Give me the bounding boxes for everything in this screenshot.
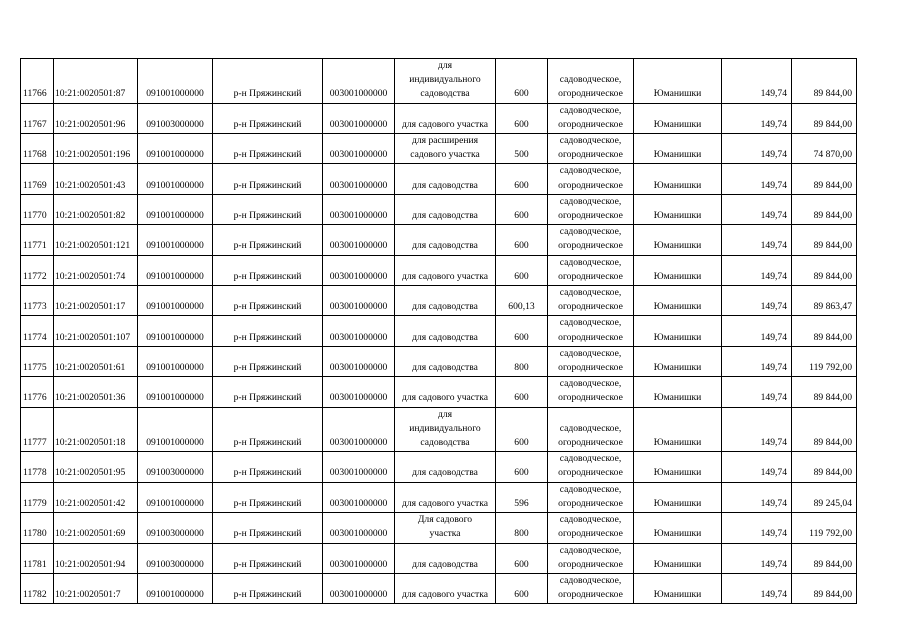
settlement-cell: Юманишки bbox=[634, 452, 722, 482]
cadastral-value-cell: 89 844,00 bbox=[792, 407, 857, 452]
row-number-cell: 11771 bbox=[21, 225, 54, 255]
district-cell: р-н Пряжинский bbox=[213, 346, 323, 376]
purpose-line: для садоводства bbox=[412, 301, 478, 313]
settlement-cell: Юманишки bbox=[634, 255, 722, 285]
district-cell: р-н Пряжинский bbox=[213, 59, 323, 104]
district-cell: р-н Пряжинский bbox=[213, 452, 323, 482]
land-category-line: садоводческое, bbox=[559, 165, 622, 177]
land-category-line: огородническое bbox=[558, 437, 623, 449]
settlement-cell: Юманишки bbox=[634, 103, 722, 133]
land-category-line: огородническое bbox=[558, 88, 623, 100]
purpose-line: участка bbox=[429, 528, 461, 540]
rate-cell: 149,74 bbox=[722, 194, 792, 224]
okato-code-cell: 091001000000 bbox=[138, 134, 213, 164]
land-category-line: огородническое bbox=[558, 589, 623, 601]
code-cell: 003001000000 bbox=[323, 377, 395, 407]
okato-code-cell: 091001000000 bbox=[138, 346, 213, 376]
row-number-cell: 11769 bbox=[21, 164, 54, 194]
rate-cell: 149,74 bbox=[722, 59, 792, 104]
okato-code-cell: 091001000000 bbox=[138, 194, 213, 224]
cadastral-value-cell: 89 844,00 bbox=[792, 316, 857, 346]
land-category-line: садоводческое, bbox=[559, 544, 622, 556]
table-row bbox=[21, 164, 857, 194]
land-category-line: огородническое bbox=[558, 179, 623, 191]
purpose-line: для садоводства bbox=[412, 362, 478, 374]
cadastral-value-cell: 119 792,00 bbox=[792, 346, 857, 376]
purpose-cell bbox=[395, 346, 496, 376]
land-category-line: огородническое bbox=[558, 118, 623, 130]
table-row bbox=[21, 573, 857, 603]
district-cell: р-н Пряжинский bbox=[213, 316, 323, 346]
settlement-cell: Юманишки bbox=[634, 482, 722, 512]
land-category-cell bbox=[548, 573, 634, 603]
area-cell: 600 bbox=[496, 316, 548, 346]
code-cell: 003001000000 bbox=[323, 543, 395, 573]
land-category-cell bbox=[548, 164, 634, 194]
district-cell: р-н Пряжинский bbox=[213, 407, 323, 452]
table-row bbox=[21, 346, 857, 376]
rate-cell: 149,74 bbox=[722, 134, 792, 164]
district-cell: р-н Пряжинский bbox=[213, 134, 323, 164]
area-cell: 800 bbox=[496, 513, 548, 543]
table-row bbox=[21, 513, 857, 543]
table-row bbox=[21, 59, 857, 104]
cadastral-value-cell: 89 844,00 bbox=[792, 377, 857, 407]
cadastral-number-cell: 10:21:0020501:7 bbox=[54, 573, 138, 603]
purpose-line: для садового участка bbox=[401, 589, 489, 601]
land-category-cell bbox=[548, 346, 634, 376]
purpose-line: для bbox=[437, 408, 453, 420]
okato-code-cell: 091001000000 bbox=[138, 255, 213, 285]
table-row bbox=[21, 482, 857, 512]
cadastral-number-cell: 10:21:0020501:96 bbox=[54, 103, 138, 133]
land-category-line: огородническое bbox=[558, 210, 623, 222]
land-category-line: садоводческое, bbox=[559, 287, 622, 299]
row-number-cell: 11772 bbox=[21, 255, 54, 285]
table-row bbox=[21, 286, 857, 316]
land-category-cell bbox=[548, 134, 634, 164]
district-cell: р-н Пряжинский bbox=[213, 225, 323, 255]
rate-cell: 149,74 bbox=[722, 164, 792, 194]
purpose-cell bbox=[395, 164, 496, 194]
rate-cell: 149,74 bbox=[722, 513, 792, 543]
land-category-cell bbox=[548, 225, 634, 255]
row-number-cell: 11780 bbox=[21, 513, 54, 543]
land-category-line: садоводческое, bbox=[559, 574, 622, 586]
okato-code-cell: 091001000000 bbox=[138, 316, 213, 346]
cadastral-number-cell: 10:21:0020501:18 bbox=[54, 407, 138, 452]
purpose-line: для расширения bbox=[411, 135, 479, 147]
purpose-cell bbox=[395, 103, 496, 133]
land-category-cell bbox=[548, 543, 634, 573]
land-category-line: садоводческое, bbox=[559, 422, 622, 434]
settlement-cell: Юманишки bbox=[634, 164, 722, 194]
land-category-line: садоводческое, bbox=[559, 104, 622, 116]
cadastral-number-cell: 10:21:0020501:61 bbox=[54, 346, 138, 376]
code-cell: 003001000000 bbox=[323, 134, 395, 164]
district-cell: р-н Пряжинский bbox=[213, 377, 323, 407]
district-cell: р-н Пряжинский bbox=[213, 543, 323, 573]
okato-code-cell: 091003000000 bbox=[138, 103, 213, 133]
code-cell: 003001000000 bbox=[323, 59, 395, 104]
land-category-cell bbox=[548, 255, 634, 285]
purpose-cell bbox=[395, 255, 496, 285]
rate-cell: 149,74 bbox=[722, 543, 792, 573]
purpose-cell bbox=[395, 513, 496, 543]
purpose-cell bbox=[395, 286, 496, 316]
row-number-cell: 11782 bbox=[21, 573, 54, 603]
area-cell: 600 bbox=[496, 255, 548, 285]
table-row bbox=[21, 452, 857, 482]
land-category-line: огородническое bbox=[558, 392, 623, 404]
area-cell: 600 bbox=[496, 225, 548, 255]
cadastral-value-cell: 89 844,00 bbox=[792, 164, 857, 194]
purpose-cell bbox=[395, 194, 496, 224]
cadastral-number-cell: 10:21:0020501:121 bbox=[54, 225, 138, 255]
area-cell: 596 bbox=[496, 482, 548, 512]
okato-code-cell: 091003000000 bbox=[138, 543, 213, 573]
land-category-line: огородническое bbox=[558, 528, 623, 540]
land-category-line: огородническое bbox=[558, 240, 623, 252]
purpose-line: для садоводства bbox=[412, 240, 478, 252]
land-category-line: огородническое bbox=[558, 467, 623, 479]
code-cell: 003001000000 bbox=[323, 164, 395, 194]
purpose-line: для садоводства bbox=[412, 467, 478, 479]
cadastral-number-cell: 10:21:0020501:17 bbox=[54, 286, 138, 316]
area-cell: 600 bbox=[496, 194, 548, 224]
land-category-line: огородническое bbox=[558, 362, 623, 374]
area-cell: 600 bbox=[496, 573, 548, 603]
purpose-line: для садового участка bbox=[401, 270, 489, 282]
okato-code-cell: 091001000000 bbox=[138, 407, 213, 452]
purpose-cell bbox=[395, 543, 496, 573]
rate-cell: 149,74 bbox=[722, 316, 792, 346]
purpose-line: индивидуального bbox=[409, 422, 481, 434]
table-row bbox=[21, 225, 857, 255]
row-number-cell: 11770 bbox=[21, 194, 54, 224]
land-category-line: огородническое bbox=[558, 558, 623, 570]
district-cell: р-н Пряжинский bbox=[213, 255, 323, 285]
row-number-cell: 11775 bbox=[21, 346, 54, 376]
okato-code-cell: 091001000000 bbox=[138, 164, 213, 194]
code-cell: 003001000000 bbox=[323, 103, 395, 133]
cadastral-value-cell: 89 844,00 bbox=[792, 103, 857, 133]
purpose-cell bbox=[395, 316, 496, 346]
land-category-line: садоводческое, bbox=[559, 483, 622, 495]
area-cell: 600 bbox=[496, 59, 548, 104]
district-cell: р-н Пряжинский bbox=[213, 482, 323, 512]
land-category-cell bbox=[548, 316, 634, 346]
cadastral-number-cell: 10:21:0020501:82 bbox=[54, 194, 138, 224]
code-cell: 003001000000 bbox=[323, 194, 395, 224]
rate-cell: 149,74 bbox=[722, 573, 792, 603]
land-category-line: садоводческое, bbox=[559, 317, 622, 329]
code-cell: 003001000000 bbox=[323, 346, 395, 376]
rate-cell: 149,74 bbox=[722, 346, 792, 376]
land-category-cell bbox=[548, 377, 634, 407]
land-category-cell bbox=[548, 103, 634, 133]
cadastral-number-cell: 10:21:0020501:42 bbox=[54, 482, 138, 512]
settlement-cell: Юманишки bbox=[634, 59, 722, 104]
okato-code-cell: 091001000000 bbox=[138, 59, 213, 104]
area-cell: 800 bbox=[496, 346, 548, 376]
purpose-line: для садоводства bbox=[412, 331, 478, 343]
cadastral-number-cell: 10:21:0020501:87 bbox=[54, 59, 138, 104]
purpose-cell bbox=[395, 377, 496, 407]
land-category-line: садоводческое, bbox=[559, 195, 622, 207]
table-row bbox=[21, 377, 857, 407]
area-cell: 600 bbox=[496, 377, 548, 407]
district-cell: р-н Пряжинский bbox=[213, 286, 323, 316]
cadastral-value-cell: 89 844,00 bbox=[792, 194, 857, 224]
purpose-line: садоводства bbox=[420, 437, 470, 449]
purpose-line: для садового участка bbox=[401, 392, 489, 404]
row-number-cell: 11778 bbox=[21, 452, 54, 482]
area-cell: 600,13 bbox=[496, 286, 548, 316]
settlement-cell: Юманишки bbox=[634, 573, 722, 603]
cadastral-number-cell: 10:21:0020501:94 bbox=[54, 543, 138, 573]
code-cell: 003001000000 bbox=[323, 316, 395, 346]
district-cell: р-н Пряжинский bbox=[213, 573, 323, 603]
rate-cell: 149,74 bbox=[722, 286, 792, 316]
rate-cell: 149,74 bbox=[722, 407, 792, 452]
code-cell: 003001000000 bbox=[323, 225, 395, 255]
district-cell: р-н Пряжинский bbox=[213, 194, 323, 224]
area-cell: 600 bbox=[496, 164, 548, 194]
district-cell: р-н Пряжинский bbox=[213, 513, 323, 543]
land-category-line: огородническое bbox=[558, 149, 623, 161]
cadastral-value-cell: 89 844,00 bbox=[792, 573, 857, 603]
district-cell: р-н Пряжинский bbox=[213, 164, 323, 194]
row-number-cell: 11781 bbox=[21, 543, 54, 573]
table-row bbox=[21, 316, 857, 346]
cadastral-value-cell: 89 844,00 bbox=[792, 543, 857, 573]
code-cell: 003001000000 bbox=[323, 452, 395, 482]
land-category-cell bbox=[548, 482, 634, 512]
purpose-cell bbox=[395, 225, 496, 255]
purpose-cell bbox=[395, 134, 496, 164]
cadastral-number-cell: 10:21:0020501:69 bbox=[54, 513, 138, 543]
code-cell: 003001000000 bbox=[323, 482, 395, 512]
code-cell: 003001000000 bbox=[323, 255, 395, 285]
land-category-line: огородническое bbox=[558, 270, 623, 282]
settlement-cell: Юманишки bbox=[634, 134, 722, 164]
settlement-cell: Юманишки bbox=[634, 377, 722, 407]
land-category-line: садоводческое, bbox=[559, 514, 622, 526]
settlement-cell: Юманишки bbox=[634, 346, 722, 376]
purpose-line: садового участка bbox=[410, 149, 480, 161]
cadastral-number-cell: 10:21:0020501:43 bbox=[54, 164, 138, 194]
land-category-line: огородническое bbox=[558, 301, 623, 313]
rate-cell: 149,74 bbox=[722, 377, 792, 407]
land-category-line: садоводческое, bbox=[559, 453, 622, 465]
settlement-cell: Юманишки bbox=[634, 194, 722, 224]
area-cell: 600 bbox=[496, 407, 548, 452]
okato-code-cell: 091003000000 bbox=[138, 452, 213, 482]
land-category-line: садоводческое, bbox=[559, 347, 622, 359]
code-cell: 003001000000 bbox=[323, 286, 395, 316]
rate-cell: 149,74 bbox=[722, 255, 792, 285]
purpose-line: для садового участка bbox=[401, 497, 489, 509]
rate-cell: 149,74 bbox=[722, 482, 792, 512]
land-category-line: садоводческое, bbox=[559, 135, 622, 147]
purpose-cell bbox=[395, 407, 496, 452]
land-category-cell bbox=[548, 194, 634, 224]
purpose-line: садоводства bbox=[420, 88, 470, 100]
row-number-cell: 11768 bbox=[21, 134, 54, 164]
land-category-cell bbox=[548, 59, 634, 104]
cadastral-number-cell: 10:21:0020501:36 bbox=[54, 377, 138, 407]
cadastral-number-cell: 10:21:0020501:95 bbox=[54, 452, 138, 482]
purpose-line: Для садового bbox=[417, 514, 473, 526]
row-number-cell: 11774 bbox=[21, 316, 54, 346]
area-cell: 500 bbox=[496, 134, 548, 164]
table-row bbox=[21, 103, 857, 133]
purpose-line: для садового участка bbox=[401, 118, 489, 130]
code-cell: 003001000000 bbox=[323, 513, 395, 543]
cadastral-number-cell: 10:21:0020501:107 bbox=[54, 316, 138, 346]
land-category-cell bbox=[548, 513, 634, 543]
cadastral-value-cell: 89 844,00 bbox=[792, 255, 857, 285]
cadastral-table bbox=[20, 58, 857, 604]
purpose-line: для садоводства bbox=[412, 210, 478, 222]
land-category-line: огородническое bbox=[558, 497, 623, 509]
cadastral-value-cell: 74 870,00 bbox=[792, 134, 857, 164]
cadastral-value-cell: 89 863,47 bbox=[792, 286, 857, 316]
land-category-line: садоводческое, bbox=[559, 378, 622, 390]
cadastral-value-cell: 119 792,00 bbox=[792, 513, 857, 543]
purpose-line: для садоводства bbox=[412, 558, 478, 570]
rate-cell: 149,74 bbox=[722, 452, 792, 482]
table-row bbox=[21, 407, 857, 452]
purpose-cell bbox=[395, 59, 496, 104]
okato-code-cell: 091001000000 bbox=[138, 573, 213, 603]
cadastral-value-cell: 89 844,00 bbox=[792, 59, 857, 104]
code-cell: 003001000000 bbox=[323, 407, 395, 452]
settlement-cell: Юманишки bbox=[634, 513, 722, 543]
purpose-line: для bbox=[437, 60, 453, 71]
row-number-cell: 11767 bbox=[21, 103, 54, 133]
land-category-line: огородническое bbox=[558, 331, 623, 343]
land-category-line: садоводческое, bbox=[559, 226, 622, 238]
settlement-cell: Юманишки bbox=[634, 543, 722, 573]
code-cell: 003001000000 bbox=[323, 573, 395, 603]
purpose-cell bbox=[395, 452, 496, 482]
settlement-cell: Юманишки bbox=[634, 407, 722, 452]
purpose-line: индивидуального bbox=[409, 74, 481, 86]
settlement-cell: Юманишки bbox=[634, 286, 722, 316]
okato-code-cell: 091003000000 bbox=[138, 513, 213, 543]
district-cell: р-н Пряжинский bbox=[213, 103, 323, 133]
land-category-line: садоводческое, bbox=[559, 256, 622, 268]
settlement-cell: Юманишки bbox=[634, 316, 722, 346]
row-number-cell: 11777 bbox=[21, 407, 54, 452]
okato-code-cell: 091001000000 bbox=[138, 225, 213, 255]
cadastral-number-cell: 10:21:0020501:196 bbox=[54, 134, 138, 164]
cadastral-value-cell: 89 844,00 bbox=[792, 452, 857, 482]
okato-code-cell: 091001000000 bbox=[138, 482, 213, 512]
land-category-cell bbox=[548, 286, 634, 316]
land-category-line: садоводческое, bbox=[559, 74, 622, 86]
rate-cell: 149,74 bbox=[722, 103, 792, 133]
land-category-cell bbox=[548, 452, 634, 482]
table-body bbox=[21, 59, 857, 604]
land-category-cell bbox=[548, 407, 634, 452]
okato-code-cell: 091001000000 bbox=[138, 286, 213, 316]
area-cell: 600 bbox=[496, 543, 548, 573]
table-row bbox=[21, 543, 857, 573]
settlement-cell: Юманишки bbox=[634, 225, 722, 255]
rate-cell: 149,74 bbox=[722, 225, 792, 255]
area-cell: 600 bbox=[496, 452, 548, 482]
area-cell: 600 bbox=[496, 103, 548, 133]
table-row bbox=[21, 134, 857, 164]
okato-code-cell: 091001000000 bbox=[138, 377, 213, 407]
purpose-line: для садоводства bbox=[412, 179, 478, 191]
row-number-cell: 11773 bbox=[21, 286, 54, 316]
cadastral-value-cell: 89 245,04 bbox=[792, 482, 857, 512]
cadastral-number-cell: 10:21:0020501:74 bbox=[54, 255, 138, 285]
row-number-cell: 11776 bbox=[21, 377, 54, 407]
cadastral-value-cell: 89 844,00 bbox=[792, 225, 857, 255]
row-number-cell: 11766 bbox=[21, 59, 54, 104]
purpose-cell bbox=[395, 482, 496, 512]
table-row bbox=[21, 255, 857, 285]
table-row bbox=[21, 194, 857, 224]
purpose-cell bbox=[395, 573, 496, 603]
row-number-cell: 11779 bbox=[21, 482, 54, 512]
